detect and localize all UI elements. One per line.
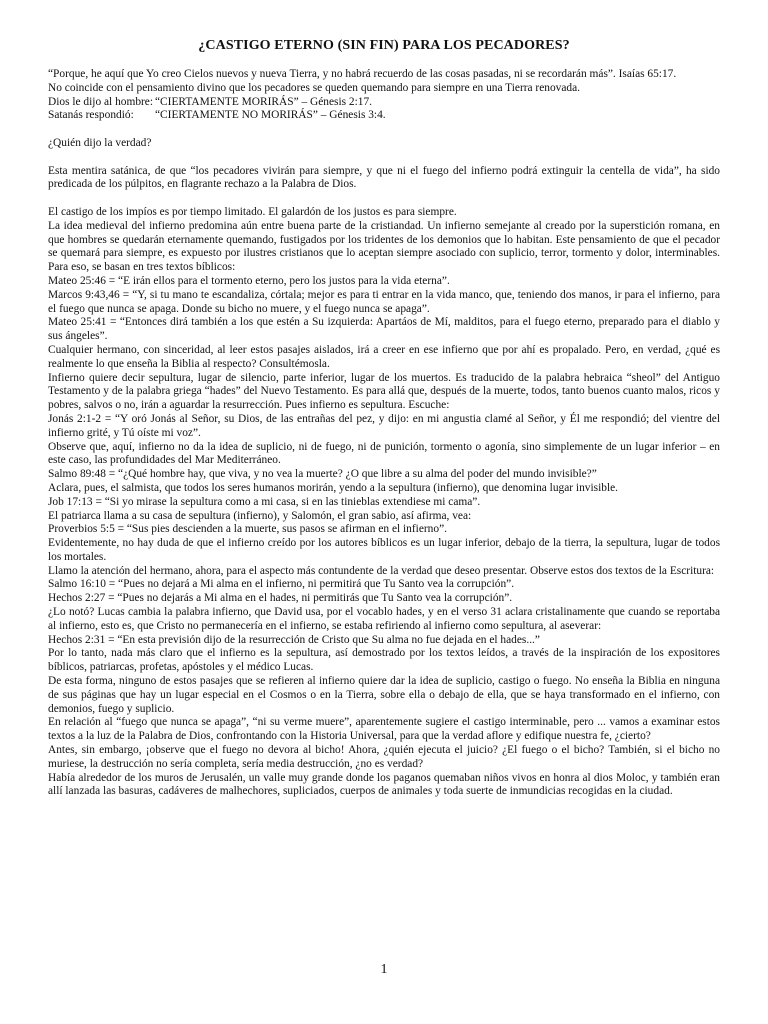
page-number: 1	[380, 962, 388, 977]
paragraph: Cualquier hermano, con sinceridad, al leer estos pasajes aislados, irá a creer en ese infierno que por ahí es propalado. Pero, en verdad, ¿qué es realmente lo que enseña la Biblia al respecto? Consultémosla.	[48, 343, 720, 370]
paragraph: De esta forma, ninguno de estos pasajes que se refieren al infierno quiere dar la idea de suplicio, castigo o fuego. No enseña la Biblia en ninguna de sus páginas que hay un lugar especial en el Cosmos o en la Tierra, sobre ella o debajo de ella, que se haya transformado en el infierno, con demonios, fuego y suplicio.	[48, 675, 720, 715]
lie-paragraph: Esta mentira satánica, de que “los pecadores vivirán para siempre, y que ni el fuego del infierno podrá extinguir la centella de vida”, ha sido predicada de los púlpitos, en flagrante rechazo a la Palabra de Dios.	[48, 164, 720, 191]
paragraph: ¿Lo notó? Lucas cambia la palabra infierno, que David usa, por el vocablo hades, y en el verso 31 aclara cristalinamente que cuando se reportaba al infierno, esto es, que Cristo no permanecería en el infierno, se estaba refiriendo al infierno como sepultura, al aseverar:	[48, 606, 720, 632]
paragraph: Había alrededor de los muros de Jerusalén, un valle muy grande donde los paganos quemaban niños vivos en honra al dios Moloc, y también eran allí lanzada las basuras, cadáveres de malhechores, supliciados, cuerpos de animales y toda suerte de inmundicias recogidas en la ciudad.	[48, 771, 720, 798]
paragraph: Aclara, pues, el salmista, que todos los seres humanos morirán, yendo a la sepultura (infierno), que denomina lugar invisible.	[48, 481, 619, 494]
paragraph: Mateo 25:46 = “E irán ellos para el tormento eterno, pero los justos para la vida eterna”.	[48, 274, 450, 287]
question: ¿Quién dijo la verdad?	[48, 136, 152, 149]
paragraph: Llamo la atención del hermano, ahora, para el aspecto más contundente de la verdad que deseo presentar. Observe estos dos textos de la Escritura:	[48, 564, 715, 577]
document-title: ¿CASTIGO ETERNO (SIN FIN) PARA LOS PECADORES?	[198, 38, 570, 53]
paragraph: Por lo tanto, nada más claro que el infierno es la sepultura, así demostrado por los textos leídos, a través de la inspiración de los expositores bíblicos, patriarcas, profetas, apóstoles y el médico Lucas.	[48, 647, 720, 674]
paragraph: Mateo 25:41 = “Entonces dirá también a los que estén a Su izquierda: Apartáos de Mí, malditos, para el fuego eterno, preparado para el diablo y sus ángeles”.	[48, 316, 720, 343]
paragraph: Observe que, aquí, infierno no da la idea de suplicio, ni de fuego, ni de punición, tormento o agonía, sino simplemente de un lugar inferior – en este caso, las profundidades del Mar Mediterráneo.	[48, 440, 720, 467]
paragraph-list	[48, 206, 720, 799]
satanas-label: Satanás respondió:	[48, 109, 134, 122]
paragraph: Hechos 2:27 = “Pues no dejarás a Mi alma en el hades, ni permitirás que Tu Santo vea la corrupción”.	[48, 592, 513, 605]
paragraph: Jonás 2:1-2 = “Y oró Jonás al Señor, su Dios, de las entrañas del pez, y dijo: en mi angustia clamé al Señor, y Él me respondió; del vientre del infierno grité, y Tú oíste mi voz”.	[48, 412, 720, 439]
paragraph: Evidentemente, no hay duda de que el infierno creído por los autores bíblicos es un lugar inferior, debajo de la tierra, la sepultura, lugar de todos los mortales.	[48, 537, 720, 563]
paragraph: El patriarca llama a su casa de sepultura (infierno), y Salomón, el gran sabio, así afirma, vea:	[48, 509, 472, 522]
satanas-text: “CIERTAMENTE NO MORIRÁS” – Génesis 3:4.	[155, 109, 386, 122]
paragraph: Salmo 16:10 = “Pues no dejará a Mi alma en el infierno, ni permitirá que Tu Santo vea la corrupción”.	[48, 578, 515, 591]
dios-label: Dios le dijo al hombre:	[48, 95, 154, 108]
intro-line: No coincide con el pensamiento divino que los pecadores se queden quemando para siempre en una Tierra renovada.	[48, 81, 581, 94]
paragraph: Proverbios 5:5 = “Sus pies descienden a la muerte, sus pasos se afirman en el infierno”.	[48, 523, 447, 536]
dios-text: “CIERTAMENTE MORIRÁS” – Génesis 2:17.	[155, 95, 373, 108]
paragraph: El castigo de los impíos es por tiempo limitado. El galardón de los justos es para siempre.	[48, 205, 457, 218]
paragraph: Marcos 9:43,46 = “Y, si tu mano te escandaliza, córtala; mejor es para ti entrar en la vida manco, que, teniendo dos manos, ir para el infierno, para el fuego que nunca se apaga. Donde su bicho no muere, y el fuego nunca se apaga”.	[48, 288, 720, 315]
paragraph: Hechos 2:31 = “En esta previsión dijo de la resurrección de Cristo que Su alma no fue dejada en el hades...”	[48, 633, 540, 646]
satanas-row	[48, 109, 720, 123]
paragraph: Infierno quiere decir sepultura, lugar de silencio, parte inferior, lugar de los muertos. Es traducido de la palabra hebraica “sheol” del Antiguo Testamento y de la palabra griega “hades” del Nuevo Testamento. Es para allá que, después de la muerte, todos, tanto buenos cuanto malos, ricos y pobres, salvos o no, irán a aguardar la resurrección. Pues infierno es sepultura. Escuche:	[48, 371, 720, 412]
intro-quote: “Porque, he aquí que Yo creo Cielos nuevos y nueva Tierra, y no habrá recuerdo de las cosas pasadas, ni se recordarán más”. Isaías 65:17.	[48, 68, 677, 80]
dios-row	[48, 96, 720, 110]
document-body	[48, 68, 720, 799]
paragraph: Antes, sin embargo, ¡observe que el fuego no devora al bicho! Ahora, ¿quién ejecuta el juicio? ¿El fuego o el bicho? También, si el bicho no muriese, la destrucción no sería completa, sería media destrucción, ¿no es verdad?	[48, 744, 720, 770]
paragraph: La idea medieval del infierno predomina aún entre buena parte de la cristiandad. Un infierno semejante al creado por la superstición romana, en que hombres se quedarán eternamente quemando, fustigados por los tridentes de los demonios que lo habitan. Este pensamiento de que el pecador se quemará para siempre, es expuesto por ilustres cristianos que lo aceptan siempre asociado con suplicio, terror, tormento y dolor, interminables. Para eso, se basan en tres textos bíblicos:	[48, 219, 720, 274]
paragraph: Salmo 89:48 = “¿Qué hombre hay, que viva, y no vea la muerte? ¿O que libre a su alma del poder del mundo invisible?”	[48, 468, 597, 481]
paragraph: En relación al “fuego que nunca se apaga”, “ni su verme muere”, aparentemente sugiere el castigo interminable, pero ... vamos a examinar estos textos a la luz de la Palabra de Dios, confrontando con la Historia Universal, para que la verdad aflore y edifique nuestra fe, ¿cierto?	[48, 716, 720, 743]
paragraph: Job 17:13 = “Si yo mirase la sepultura como a mi casa, si en las tinieblas extendiese mi cama”.	[48, 495, 481, 508]
